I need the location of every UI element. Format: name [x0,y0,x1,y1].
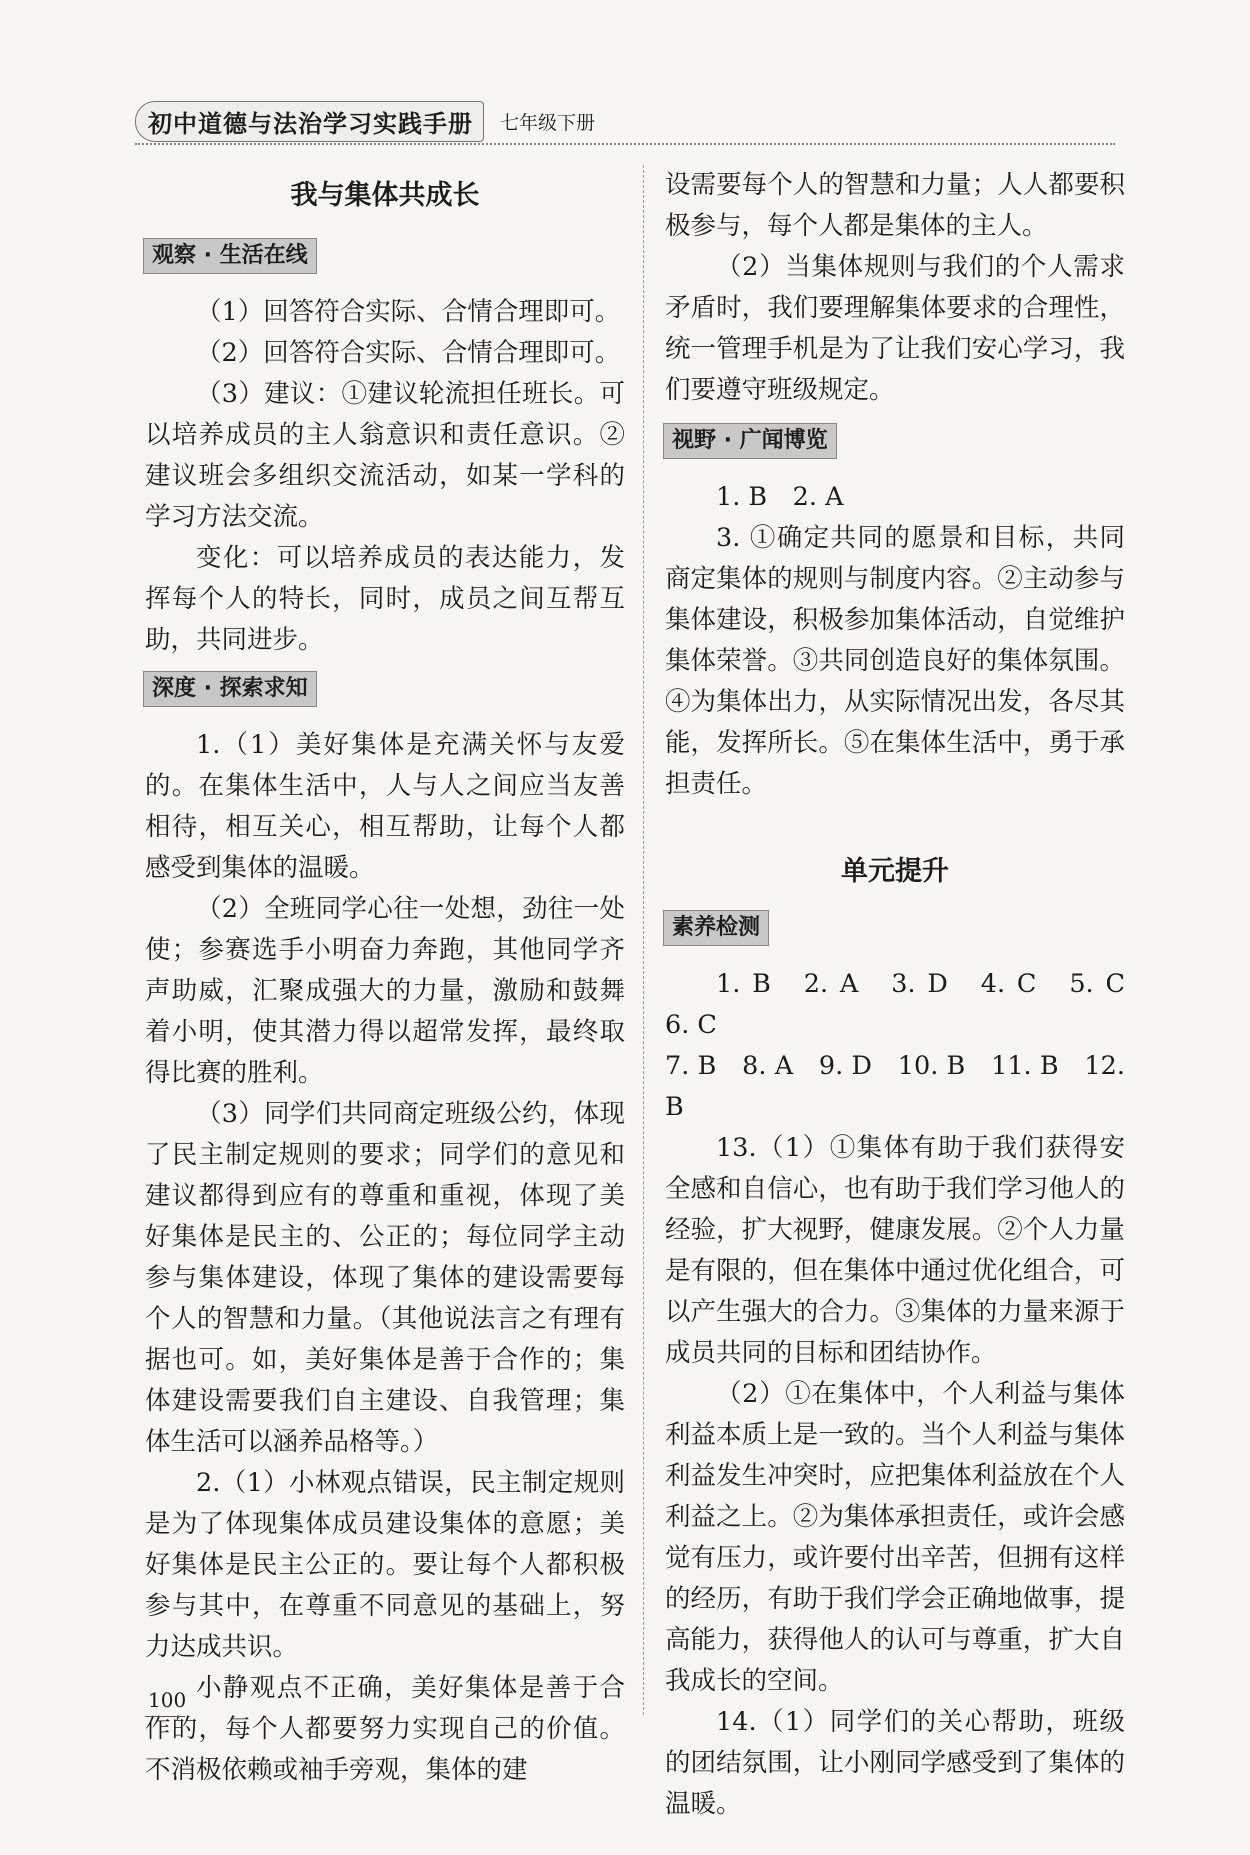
paragraph: （2）当集体规则与我们的个人需求矛盾时，我们要理解集体要求的合理性，统一管理手机是为了让我们安心学习，我们要遵守班级规定。 [665,252,1125,405]
paragraph: 1. B 2. A [716,482,844,512]
column-divider [643,165,644,1715]
unit-title: 单元提升 [841,856,949,887]
paragraph: 变化：可以培养成员的表达能力，发挥每个人的特长，同时，成员之间互帮互助，共同进步。 [145,543,625,655]
paragraph: （2）①在集体中，个人利益与集体利益本质上是一致的。当个人利益与集体利益发生冲突时，应把集体利益放在个人利益之上。②为集体承担责任，或许会感觉有压力，或许要付出辛苦，但拥有这样的经历，有助于我们学会正确地做事，提高能力，获得他人的认可与尊重，扩大自我成长的空间。 [665,1379,1125,1696]
paragraph: （1）回答符合实际、合情合理即可。 [196,297,621,327]
book-title: 初中道德与法治学习实践手册 [135,101,484,142]
left-column [145,165,625,1791]
page-number: 100 [148,1688,187,1712]
paragraph: （3）同学们共同商定班级公约，体现了民主制定规则的要求；同学们的意见和建议都得到应有的尊重和重视，体现了美好集体是民主的、公正的；每位同学主动参与集体建设，体现了集体的建设需要每个人的智慧和力量。（其他说法言之有理有据也可。如，美好集体是善于合作的；集体建设需要我们自主建设、自我管理；集体生活可以涵养品格等。） [145,1099,625,1457]
grade-label: 七年级下册 [500,111,596,134]
paragraph: 设需要每个人的智慧和力量；人人都要积极参与，每个人都是集体的主人。 [665,170,1125,241]
section-tag-observe: 观察 · 生活在线 [143,238,317,274]
page-number-underline [145,1716,185,1717]
running-header [135,100,595,142]
section-tag-vision: 视野 · 广闻博览 [663,423,837,459]
paragraph: 3. ①确定共同的愿景和目标，共同商定集体的规则与制度内容。②主动参与集体建设，积极参加集体活动，自觉维护集体荣誉。③共同创造良好的集体氛围。④为集体出力，从实际情况出发，各尽其能，发挥所长。⑤在集体生活中，勇于承担责任。 [665,523,1125,799]
paragraph: 14.（1）同学们的关心帮助，班级的团结氛围，让小刚同学感受到了集体的温暖。 [665,1707,1125,1819]
section-title: 我与集体共成长 [290,180,480,211]
paragraph: （2）全班同学心往一处想，劲往一处使；参赛选手小明奋力奔跑，其他同学齐声助威，汇聚成强大的力量，激励和鼓舞着小明，使其潜力得以超常发挥，最终取得比赛的胜利。 [145,894,625,1088]
header-divider [135,143,1115,145]
paragraph: （3）建议：①建议轮流担任班长。可以培养成员的主人翁意识和责任意识。②建议班会多组织交流活动，如某一学科的学习方法交流。 [145,379,625,532]
paragraph: （2）回答符合实际、合情合理即可。 [196,338,621,368]
right-column [665,165,1151,1825]
paragraph: 1.（1）美好集体是充满关怀与友爱的。在集体生活中，人与人之间应当友善相待，相互关心，相互帮助，让每个人都感受到集体的温暖。 [145,730,625,883]
paragraph: 1. B 2. A 3. D 4. C 5. C 6. C [665,969,1151,1040]
paragraph: 2.（1）小林观点错误，民主制定规则是为了体现集体成员建设集体的意愿；美好集体是民主公正的。要让每个人都积极参与其中，在尊重不同意见的基础上，努力达成共识。 [145,1468,625,1662]
section-tag-explore: 深度 · 探索求知 [143,671,317,707]
paragraph: 13.（1）①集体有助于我们获得安全感和自信心，也有助于我们学习他人的经验，扩大视野，健康发展。②个人力量是有限的，但在集体中通过优化组合，可以产生强大的合力。③集体的力量来源于成员共同的目标和团结协作。 [665,1133,1125,1368]
section-tag-test: 素养检测 [663,910,769,946]
paragraph: 小静观点不正确，美好集体是善于合作的，每个人都要努力实现自己的价值。不消极依赖或袖手旁观，集体的建 [145,1673,625,1785]
paragraph: 7. B 8. A 9. D 10. B 11. B 12. B [665,1051,1125,1122]
